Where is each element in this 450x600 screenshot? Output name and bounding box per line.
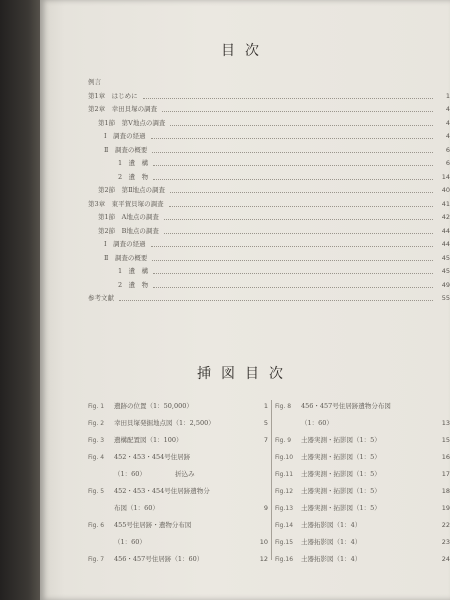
figure-caption: 幸田貝塚発掘地点図（1：2,500）: [114, 419, 215, 427]
toc-list: [88, 76, 450, 306]
figure-page: 24: [441, 555, 450, 563]
toc-entry-label: 第2章 幸田貝塚の調査: [88, 105, 158, 113]
figure-caption: 土器実測・拓影図（1：5）: [301, 453, 381, 461]
figure-entry: [88, 517, 268, 534]
toc-entry: [88, 130, 450, 144]
figure-entry: [275, 517, 450, 534]
toc-entry-label: Ⅱ 調査の概要: [104, 253, 148, 262]
figure-number: Fig.15: [275, 539, 294, 546]
figure-number: Fig.14: [275, 522, 294, 529]
toc-entry-label: 第1節 第Ⅴ地点の調査: [98, 118, 166, 127]
figure-caption: 土器実測・拓影図（1：5）: [301, 504, 381, 512]
column-divider: [271, 400, 272, 560]
figure-entry: [88, 466, 268, 483]
toc-entry-leader: [151, 246, 433, 247]
toc-entry-leader: [153, 179, 433, 180]
toc-entry-leader: [119, 300, 433, 301]
toc-entry-label: 第2節 B地点の調査: [98, 226, 159, 235]
toc-entry-page: 55: [441, 294, 450, 302]
toc-entry-label: Ⅱ 調査の概要: [104, 145, 148, 154]
toc-entry-label: 2 遺 物: [118, 172, 149, 181]
figure-caption: 452・453・454号住居跡遺物分: [114, 487, 210, 495]
figure-caption: （1：60）: [301, 419, 333, 427]
toc-entry-page: 41: [441, 199, 450, 208]
figure-entry: [275, 415, 450, 432]
toc-entry-page: 45: [441, 253, 450, 262]
toc-entry: [88, 90, 450, 104]
figure-entry: [88, 500, 268, 517]
toc-entry-leader: [170, 125, 433, 126]
toc-entry-leader: [162, 111, 433, 112]
toc-entry-leader: [153, 165, 433, 166]
figure-entry: [88, 398, 268, 415]
figure-caption: （1：60） 折込み: [114, 470, 195, 478]
figure-number: Fig. 2: [88, 420, 105, 427]
toc-entry: [88, 279, 450, 293]
toc-entry-leader: [152, 152, 433, 153]
figure-entry: [88, 551, 268, 568]
toc-entry-label: Ⅰ 調査の経過: [104, 240, 146, 248]
figure-page: 13: [441, 419, 450, 427]
toc-entry-label: 1 遺 構: [118, 159, 149, 167]
figure-entry: [275, 534, 450, 551]
figure-caption: 456・457号住居跡（1：60）: [114, 555, 204, 563]
figure-caption: 土器実測・拓影図（1：5）: [301, 470, 381, 478]
toc-entry-page: 44: [441, 226, 450, 235]
figure-page: 18: [441, 487, 450, 495]
toc-entry-page: 4: [445, 118, 450, 127]
figure-caption: 遺構配置図（1：100）: [114, 436, 183, 444]
figure-page: 23: [441, 538, 450, 546]
figure-caption: 土器拓影図（1：4）: [301, 555, 362, 563]
figure-entry: [275, 398, 450, 415]
figure-number: Fig. 6: [88, 522, 105, 529]
toc-entry: [88, 171, 450, 185]
toc-entry: [88, 144, 450, 158]
book-spine-shadow: [0, 0, 40, 600]
toc-entry-leader: [164, 219, 433, 220]
toc-entry-leader: [152, 260, 433, 261]
figure-list-left-column: [88, 398, 268, 568]
toc-entry-page: 42: [441, 213, 450, 221]
figure-entry: [88, 483, 268, 500]
figure-entry: [275, 483, 450, 500]
toc-entry: [88, 238, 450, 252]
toc-entry-leader: [153, 287, 433, 288]
figure-number: Fig.10: [275, 454, 294, 461]
figure-page: 15: [441, 436, 450, 444]
toc-entry-page: 6: [445, 145, 450, 154]
figure-entry: [88, 415, 268, 432]
toc-entry-label: 例言: [88, 78, 101, 86]
toc-entry-leader: [164, 233, 433, 234]
toc-entry-page: 40: [441, 186, 450, 194]
figure-page: 12: [259, 555, 268, 563]
toc-entry-leader: [151, 138, 433, 139]
toc-entry-leader: [170, 192, 433, 193]
toc-entry-page: 4: [445, 105, 450, 113]
toc-entry-label: 第1節 A地点の調査: [98, 213, 159, 221]
toc-entry: [88, 198, 450, 212]
figure-number: Fig. 3: [88, 437, 105, 444]
figure-number: Fig. 5: [88, 488, 105, 495]
figure-caption: 土器拓影図（1：4）: [301, 538, 362, 546]
figure-entry: [275, 551, 450, 568]
figure-entry: [275, 432, 450, 449]
figure-page: 22: [441, 521, 450, 529]
toc-entry-leader: [143, 98, 433, 99]
figure-caption: （1：60）: [114, 538, 146, 546]
toc-entry-page: 49: [441, 280, 450, 289]
toc-entry: [88, 225, 450, 239]
toc-entry-label: 1 遺 構: [118, 267, 149, 275]
toc-entry-page: 1: [445, 91, 450, 100]
book-page: [40, 0, 450, 600]
figure-caption: 土器実測・拓影図（1：5）: [301, 436, 381, 444]
figure-page: 17: [441, 470, 450, 478]
figure-caption: 452・453・454号住居跡: [114, 453, 191, 461]
toc-entry: [88, 184, 450, 198]
toc-title: 目次: [221, 43, 269, 59]
toc-entry-label: 2 遺 物: [118, 280, 149, 289]
toc-entry-leader: [153, 273, 433, 274]
toc-entry: [88, 76, 450, 90]
figure-caption: 456・457号住居跡遺物分布図: [301, 402, 391, 410]
toc-entry-label: 第2節 第Ⅱ地点の調査: [98, 186, 166, 194]
figure-entry: [88, 449, 268, 466]
figure-page: 16: [441, 453, 450, 461]
toc-entry: [88, 252, 450, 266]
figure-number: Fig.13: [275, 505, 294, 512]
figure-caption: 遺跡の位置（1：50,000）: [114, 402, 193, 410]
toc-entry-leader: [169, 206, 433, 207]
figure-entry: [88, 432, 268, 449]
figure-caption: 土器実測・拓影図（1：5）: [301, 487, 381, 495]
figure-page: 7: [263, 436, 268, 444]
figure-caption: 土器拓影図（1：4）: [301, 521, 362, 529]
toc-entry: [88, 103, 450, 117]
figure-page: 19: [441, 504, 450, 512]
figure-number: Fig.11: [275, 471, 294, 478]
figure-caption: 455号住居跡・遺物分布図: [114, 521, 192, 529]
toc-entry-page: 4: [445, 132, 450, 140]
figure-entry: [275, 500, 450, 517]
toc-entry-label: 第3章 東平賀貝塚の調査: [88, 199, 164, 208]
figure-page: 10: [259, 538, 268, 546]
toc-entry-page: 14: [441, 172, 450, 181]
figure-number: Fig.16: [275, 556, 294, 563]
figure-page: 9: [263, 504, 268, 512]
figure-page: 1: [263, 402, 268, 410]
figure-entry: [275, 449, 450, 466]
figure-number: Fig. 4: [88, 454, 105, 461]
figure-page: 5: [263, 419, 268, 427]
toc-entry-label: 参考文献: [88, 294, 114, 302]
figure-number: Fig. 1: [88, 403, 105, 410]
toc-entry: [88, 292, 450, 306]
toc-entry-page: 45: [441, 267, 450, 275]
figure-caption: 布図（1：60）: [114, 504, 159, 512]
toc-entry-page: 44: [441, 240, 450, 248]
toc-entry-label: Ⅰ 調査の経過: [104, 132, 146, 140]
figure-list-right-column: [275, 398, 450, 568]
figure-entry: [275, 466, 450, 483]
toc-entry: [88, 117, 450, 131]
toc-entry-label: 第1章 はじめに: [88, 91, 138, 100]
toc-entry-page: 6: [445, 159, 450, 167]
figure-entry: [88, 534, 268, 551]
figure-number: Fig. 9: [275, 437, 292, 444]
toc-entry: [88, 211, 450, 225]
toc-entry: [88, 157, 450, 171]
figure-number: Fig. 7: [88, 556, 105, 563]
figure-number: Fig.12: [275, 488, 294, 495]
toc-entry: [88, 265, 450, 279]
figure-list-title: 挿図目次: [197, 366, 293, 382]
figure-number: Fig. 8: [275, 403, 292, 410]
